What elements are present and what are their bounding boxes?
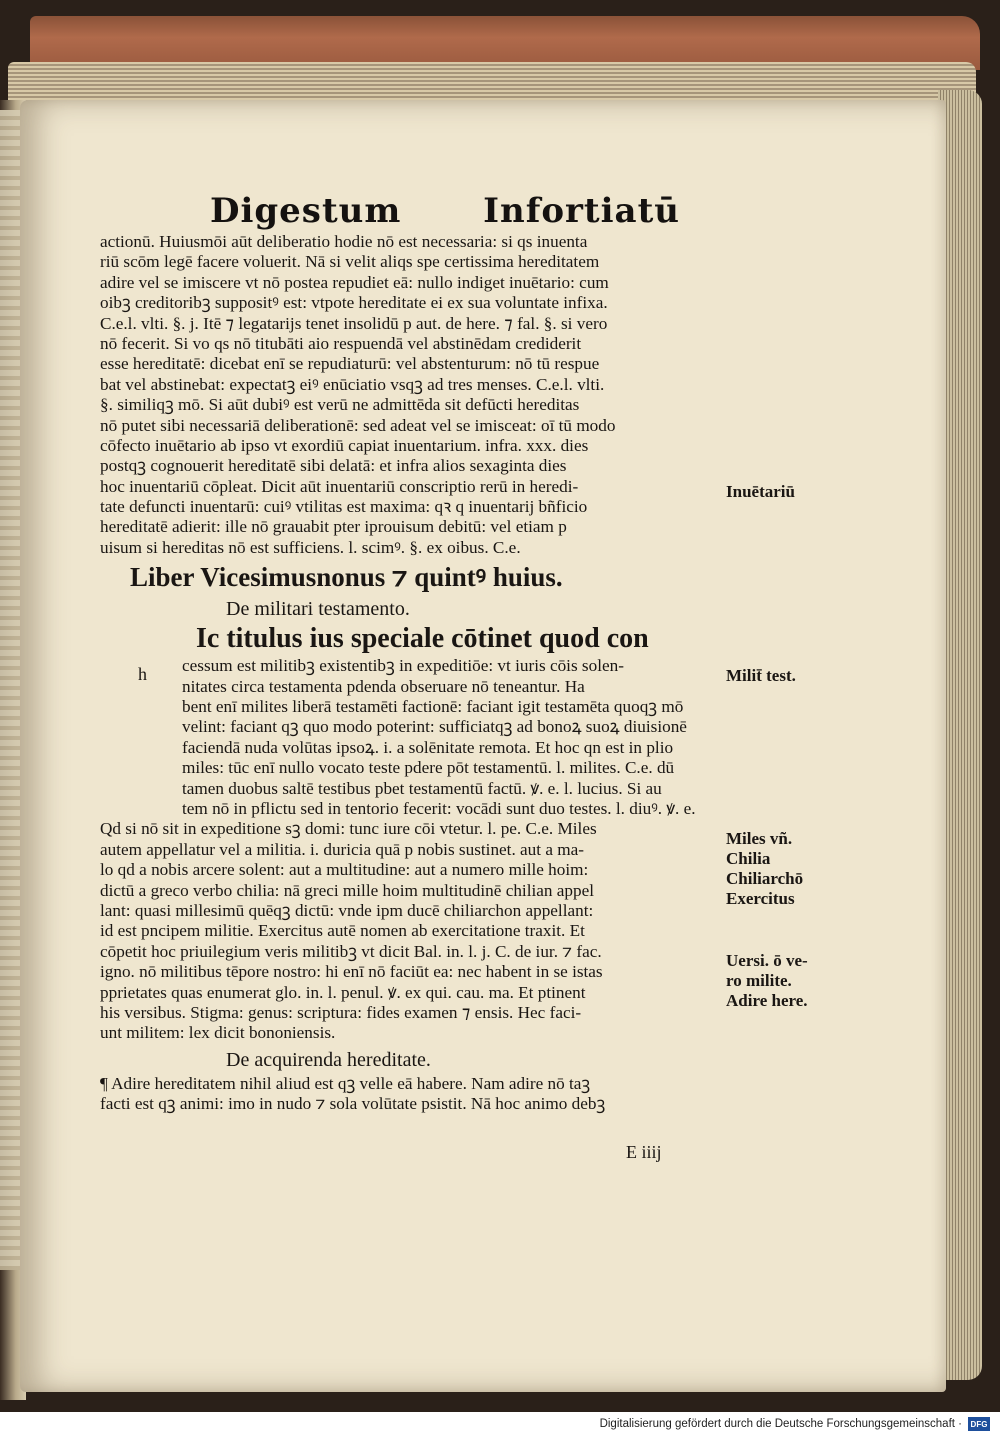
text-line: bent enī milites liberā testamēti factionē: faciant igit testamēta quoqꝫ mō [182,697,684,717]
body-text-top [100,232,724,558]
text-line: nō fecerit. Si vo qs nō titubāti aio respuendā vel abstinēdam crediderit [100,333,582,353]
text-line: pprietates quas enumerat glo. in. l. penul. ꝟ. ex qui. cau. ma. Et ptinent [100,982,586,1002]
running-head-left: Digestum [210,191,402,231]
text-line: velint: faciant qꝫ quo modo poterint: sufficiatqꝫ ad bonoꝝ suoꝝ diuisionē [182,717,687,737]
text-line: cōpetit hoc priuilegium veris militibꝫ vt dicit Bal. in. l. j. C. de iur. ⁊ fac. [100,941,602,961]
text-line: hoc inuentariū cōpleat. Dicit aūt inuentariū conscriptio rerū in heredi- [100,476,579,496]
page-edges-top [8,62,976,102]
text-line: uisum si hereditas nō est sufficiens. l. scimꝰ. §. ex oibus. C.e. [100,537,521,557]
running-head-right: Infortiatū [483,191,680,231]
text-line: unt militem: lex dicit bononiensis. [100,1023,336,1043]
section-title-acquirenda: De acquirenda hereditate. [226,1048,431,1071]
text-line: hereditatē adierit: ille nō grauabit pter iprouisum debitū: vel etiam p [100,517,567,537]
text-line: id est pncipem militie. Exercitus autē nomen ab exercitatione traxit. Et [100,921,585,941]
text-line: Qd si nō sit in expeditione sꝫ domi: tunc iure cōi vtetur. l. pe. C.e. Miles [100,819,597,839]
body-text-bottom [100,1074,724,1115]
margin-note: Exercitus [726,889,795,908]
text-line: cessum est militibꝫ existentibꝫ in expeditiōe: vt iuris cōis solen- [182,656,624,676]
digitization-footer [0,1412,1000,1436]
margin-note: Chiliarchō [726,869,804,888]
signature-mark: E iiij [626,1142,662,1162]
main-text-column [100,232,724,1114]
text-line: lant: quasi millesimū quēqꝫ dictū: vnde ipm ducē chiliarchon appellant: [100,900,594,920]
text-line: bat vel abstinebat: expectatꝫ eiꝰ enūciatio vsqꝫ ad tres menses. C.e.l. vlti. [100,374,605,394]
text-line: actionū. Huiusmōi aūt deliberatio hodie nō est necessaria: si qs inuenta [100,232,588,251]
text-line: tate defuncti inuentarū: cuiꝰ vtilitas est maxima: qꝛ q inuentarij bñficio [100,497,588,517]
text-line: C.e.l. vlti. §. j. Itē ⁊ legatarijs tenet insolidū p aut. de here. ⁊ fal. §. si vero [100,313,608,333]
body-text-middle [100,656,724,1043]
running-head [210,186,680,236]
text-line: tamen duobus saltē testibus pbet testamentū factū. ꝟ. e. l. lucius. Si au [182,778,662,798]
text-line: adire vel se imiscere vt nō postea repudiet eā: nullo indiget inuētario: cum [100,272,609,292]
margin-note: Inuētariū [726,482,795,501]
margin-note: Adire here. [726,991,808,1010]
text-line: dictū a greco verbo chilia: nā greci mille hoim multitudinē chilian appel [100,880,594,900]
text-line: nō putet sibi necessariā deliberationē: sed adeat vel se imisceat: oī tū modo [100,415,616,435]
margin-note: Uersi. ō ve- [726,951,808,970]
text-line: postqꝫ cognouerit hereditatē sibi delatā: et infra alios sexaginta dies [100,456,567,476]
section-title-militari: De militari testamento. [226,598,410,621]
margin-note: ro milite. [726,971,792,990]
text-line: igno. nō militibus tēpore nostro: hi enī nō faciūt ea: nec habent in se istas [100,962,603,982]
text-line: facti est qꝫ animi: imo in nudo ⁊ sola volūtate psistit. Nā hoc animo debꝫ [100,1094,606,1114]
text-line: autem appellatur vel a militia. i. duricia quā p nobis sustinet. aut a ma- [100,839,584,859]
text-line: riū scōm legē facere voluerit. Nā si velit aliqs spe certissima hereditatem [100,252,600,272]
text-line: nitates circa testamenta pdenda obseruare nō teneantur. Ha [182,676,585,696]
funding-credit: Digitalisierung gefördert durch die Deutsche Forschungsgemeinschaft · [599,1418,962,1430]
text-line: oibꝫ creditoribꝫ suppositꝰ est: vtpote hereditate ei ex sua voluntate infixa. [100,293,608,313]
text-line: faciendā nuda volūtas ipsoꝝ. i. a solēnitate remota. Et hoc qn est in plio [182,737,674,757]
guide-letter: h [138,664,147,684]
text-line: his versibus. Stigma: genus: scriptura: fides examen ⁊ ensis. Hec faci- [100,1002,582,1022]
margin-note: Chilia [726,849,771,868]
facing-page-sliver [0,110,22,1270]
text-line: ¶ Adire hereditatem nihil aliud est qꝫ velle eā habere. Nam adire nō taꝫ [100,1073,591,1093]
text-line: tem nō in pflictu sed in tentorio fecerit: vocādi sunt duo testes. l. diuꝰ. ꝟ. e. [182,798,696,818]
title-incipit: Ic titulus ius speciale cōtinet quod con [196,623,649,655]
text-line: esse hereditatē: dicebat enī se repudiaturū: vel abstenturum: nō tū respue [100,354,600,374]
book-title: Liber Vicesimusnonus ⁊ quintꝰ huius. [130,562,563,593]
dfg-logo: DFG [968,1417,990,1431]
text-line: lo qd a nobis arcere solent: aut a multitudine: aut a numero mille hoim: [100,860,589,880]
text-line: cōfecto inuētario ab ipso vt exordiū capiat inuentarium. infra. xxx. dies [100,435,589,455]
text-line: miles: tūc enī nullo vocato teste pdere pōt testamentū. l. milites. C.e. dū [182,758,675,778]
text-line: §. similiqꝫ mō. Si aūt dubiꝰ est verū ne admittēda sit defūcti hereditas [100,395,580,415]
margin-note: Miles vñ. [726,829,793,848]
margin-note: Milit̄ test. [726,666,796,685]
